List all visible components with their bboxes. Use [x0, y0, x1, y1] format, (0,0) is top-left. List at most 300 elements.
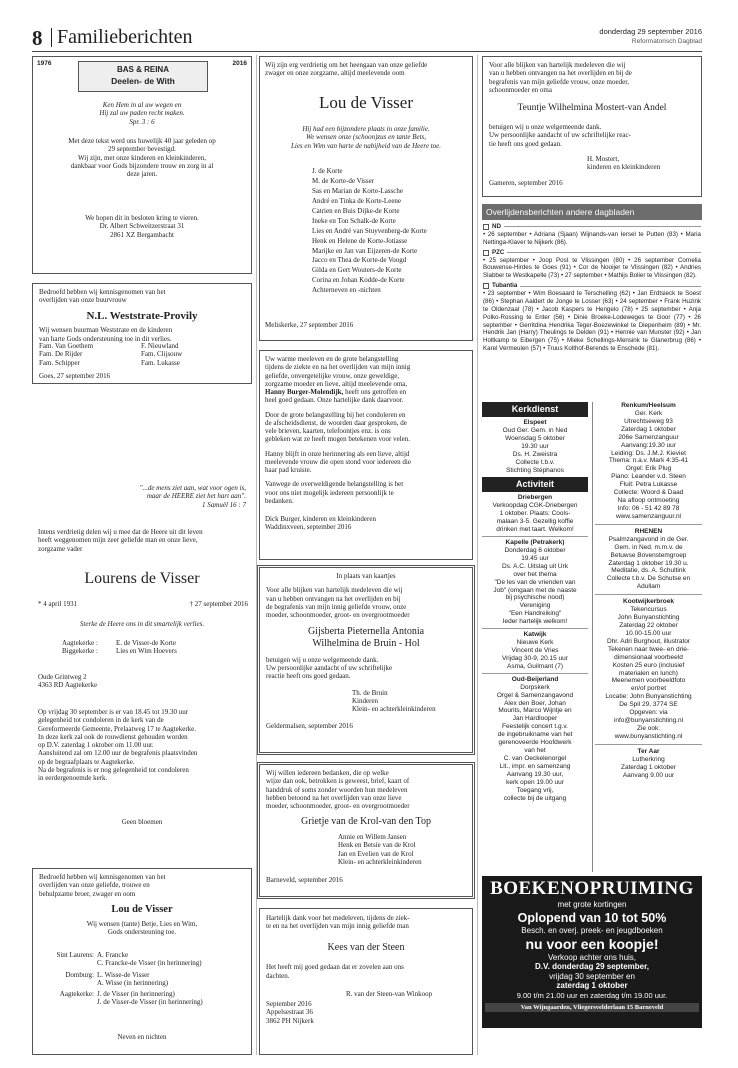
listing-line: Aanvang 9.00 uur: [622, 771, 675, 779]
sale-hours: 9.00 t/m 21.00 uur en zaterdag t/m 19.00 uur.: [516, 990, 668, 1000]
signature: R. van der Steen-van Winkoop: [346, 989, 433, 998]
listing-line: Zaterdag 1 oktober: [621, 425, 676, 433]
funeral-line: op de begraafplaats te Aagtekerke.: [38, 757, 135, 766]
family-row: [39, 990, 245, 1007]
invite-line: We hopen dit in besloten kring te vieren.: [85, 214, 199, 222]
sale-title: BOEKENOPRUIMING: [490, 878, 694, 899]
verse-line: Spr. 3 : 6: [129, 117, 155, 126]
church-column-right: [595, 402, 702, 872]
signature: [338, 833, 466, 866]
text-line: geliefde, onvergetelijke vrouw, onze geweldige,: [265, 371, 400, 380]
ad-condolence-weststrate: [32, 283, 252, 384]
name-line: Wilhelmina de Bruin - Hol: [312, 638, 420, 650]
body-line: van u hebben ontvangen na het overlijden en bij: [266, 594, 401, 603]
body-line: Voor alle blijken van hartelijk medeleven die wij: [266, 586, 403, 595]
names-right: [141, 342, 182, 367]
thanks-line: betuigen wij u onze welgemeende dank.: [266, 655, 379, 664]
sign-line: Th. de Bruin: [352, 688, 388, 697]
listing-line: 1 oktober. Plaats: Cools-: [499, 510, 571, 518]
listing-line: Vrijdag 30-9, 20.15 uur: [502, 654, 568, 662]
row-line: A. Francke: [97, 951, 129, 959]
death-list: • 23 september • Wim Boesaard te Terschelling (62) • Jan Erdtsieck te Soest (86) • Stephan Aaldert de Jonge te Losser (63) • 24 september • Frank Huzink te Oldenzaal (78) • Jacob Kaspers te Hengelo (78) • 25 september • Anja Polko-Rossing te Enter (56) • Dinie Broeke-Lodeweges te Goor (77) • 26 september • Gerritdina Hendrika Teger-Boezewinkel te Diepenheim (89) • Mr. Hendrik Jan (Harry) Theulings te Delden (91) • Hennie van Munster (92) • Jan Holtkamp te Eibergen (75) • Mieke Schellings-Mensink te Glanerbrug (86) • Karel Vermeulen (57) • Truus Kolthof-Berends te Enschede (81).: [483, 290, 701, 353]
ad-thanks-grietje: [257, 762, 475, 899]
listing-line: Betuwse Bovenstemgroep: [610, 551, 687, 559]
listing-line: Vincent de Vries: [511, 646, 559, 654]
sign-line: H. Mostert,: [587, 154, 620, 163]
intro-line: Bedroefd hebben wij kennisgenomen van het: [39, 288, 166, 296]
family-line: Lies en André van Stuyvenberg-de Korte: [312, 226, 427, 235]
listing-line: 10.00-15.00 uur: [625, 629, 672, 637]
p4: [265, 480, 467, 505]
listing-line: Aanvang 19.30 uur,: [506, 770, 564, 778]
death-list: • 26 september • Adriana (Sjaan) Wijnands-van Iersel te Putten (83) • Maria Nettinga-Klaver te Nijkerk (86).: [483, 230, 701, 246]
listing-lines: [595, 756, 702, 780]
text-line: haar pad kruiste.: [265, 466, 312, 474]
intro-line: Bedroefd hebben wij kennisgenomen van het: [39, 873, 166, 881]
header-rule: [32, 51, 702, 52]
name-line: Gijsberta Pieternella Antonia: [307, 626, 425, 638]
ad-death-lou-family: [259, 56, 473, 341]
footer: Neven en nichten: [117, 1033, 167, 1041]
anniversary-body: [33, 137, 251, 178]
intro: [39, 288, 245, 305]
listing-line: Tekenen naar twee- en drie-: [608, 645, 689, 653]
verse-line: Ken Hem in al uw wegen en: [102, 101, 182, 109]
flowers-note: Geen bloemen: [121, 818, 163, 826]
listing-line: over het thema: [513, 570, 557, 578]
couple-names: BAS & REINA: [116, 65, 169, 74]
listing-line: Asma, Guilmant (7): [507, 662, 563, 670]
couple-banner: [78, 61, 208, 92]
listing-lines: [482, 684, 588, 803]
paper-label: [483, 282, 701, 290]
funeral-line: In deze kerk zal ook de rouwdienst gehouden worden: [38, 732, 188, 741]
intro: [38, 528, 203, 553]
family-line: Sas en Marian de Korte-Lassche: [312, 186, 403, 195]
body-line: dankbaar voor Gods bijzondere trouw en zorg in al: [70, 161, 214, 170]
place-date: Gameren, september 2016: [489, 179, 563, 188]
thanks-line: Uw persoonlijke aandacht of uw schriftelijke: [266, 664, 393, 673]
deceased-name: Hanny Burger-Molendijk,: [265, 388, 344, 396]
listing-lines: [595, 536, 702, 591]
listing-place: Elspeet: [523, 418, 547, 426]
listing-line: Zaterdag 1 oktober 19.30 u.: [608, 559, 689, 567]
birth-date: * 4 april 1931: [38, 600, 78, 608]
listing-place: Katwijk: [523, 631, 547, 639]
deceased-name: Lourens de Visser: [84, 570, 200, 587]
text-line: heeft ons getroffen en: [345, 388, 407, 396]
listing-line: Dorpskerk: [520, 683, 550, 691]
place-date: Goes, 27 september 2016: [39, 372, 111, 380]
body-line: Wij willen iedereen bedanken, die op welke: [266, 769, 389, 777]
body-line: Wij zijn, met onze kinderen en kleinkinderen,: [77, 153, 206, 162]
listing-line: 19.30 uur: [521, 442, 549, 450]
verse-line: Lies en Wim van harte de nabijheid van de Heere toe.: [290, 141, 441, 150]
intro: [266, 914, 466, 931]
listing-place: Driebergen: [517, 494, 553, 502]
listing-line: Na afloop ontmoeting: [617, 497, 680, 505]
listing-line: Collecte t.b.v.: [515, 458, 555, 466]
divider: [482, 673, 588, 674]
listing-line: materialen en lunch): [619, 669, 678, 677]
verse-line: maar de HEERE ziet het hart aan".: [146, 492, 246, 501]
ad-anniversary-bas-reina: [32, 56, 252, 274]
body: [266, 963, 466, 980]
verse: [33, 101, 251, 126]
listing-line: Adullam: [636, 583, 661, 591]
deceased-name: [266, 626, 466, 650]
text-line: vele brieven, kaarten, telefoontjes enz. is ons: [265, 427, 391, 435]
thanks: [489, 123, 695, 148]
funeral-info: [38, 708, 197, 782]
year-left: 1976: [37, 60, 52, 67]
body-line: hebben betoond na het overlijden van onze lieve: [266, 793, 402, 802]
listing-line: Alex den Boer, Johan: [504, 699, 566, 707]
paper-label-text: Tubantia: [492, 282, 518, 290]
activiteit-header: Activiteit: [482, 477, 588, 492]
section-title: Overlijdensberichten andere dagbladen: [482, 204, 702, 220]
listing-line: Psalmzangavond in de Ger.: [608, 535, 689, 543]
listing-line: info@bunyanstichting.nl: [613, 717, 684, 725]
body: [39, 920, 245, 937]
row-line: L. Wisse-de Visser: [97, 970, 150, 979]
family-line: Ineke en Ton Schalk-de Korte: [312, 216, 396, 225]
sale-headline: Oplopend van 10 tot 50%: [517, 910, 667, 925]
ad-thanks-kees: [259, 908, 473, 1055]
column-rule: [256, 55, 257, 1055]
intro-line: heeft weggenomen mijn zeer geliefde man en onze lieve,: [38, 536, 198, 545]
row-line: A. Wisse (in herinnering): [97, 978, 169, 987]
listing-line: Info: 06 - 51 42 89 78: [617, 504, 680, 512]
sale-address: Van Wijngaarden, Vliegersvelderlaan 15 Barneveld: [485, 1003, 699, 1013]
funeral-line: Op vrijdag 30 september is er van 18.45 tot 19.30 uur: [38, 708, 189, 716]
listing-line: "De les van de vrienden van: [494, 578, 576, 586]
other-papers-deaths: [482, 204, 702, 392]
paper-label-text: PZC: [492, 248, 505, 256]
sign-line: Klein- en achterkleinkinderen: [352, 705, 436, 714]
body: [489, 61, 695, 94]
verse-line: Hij zal uw paden recht maken.: [99, 109, 185, 118]
family-line: Lies en Wim Hoevers: [116, 647, 177, 656]
listing-line: 19.45 uur: [521, 554, 549, 562]
body-line: Wij wensen buurman Weststrate en de kinderen: [39, 326, 173, 335]
body-line: Voor alle blijken van hartelijk medeleven die wij: [489, 61, 626, 69]
place-line: Biggekerke :: [62, 647, 98, 656]
sale-line: zaterdag 1 oktober: [556, 981, 628, 991]
name-line: Fam. Lukasse: [141, 358, 180, 367]
paper-label: [483, 249, 701, 257]
listing-line: Zaterdag 1 oktober: [621, 763, 676, 771]
listing-line: Orgel & Samenzangavond: [496, 691, 574, 699]
p3: [265, 450, 467, 475]
address-line: Dr. Albert Schweitzerstraat 31: [99, 222, 185, 231]
intro-line: zwager en onze zorgzame, altijd meelevende oom: [265, 69, 405, 78]
text-line: voor ons niet mogelijk iedereen persoonlijk te: [265, 488, 394, 497]
intro-line: behulpzame broer, zwager en oom: [39, 889, 136, 898]
body: [266, 769, 466, 810]
divider: [595, 594, 702, 595]
listing-lines: [482, 427, 588, 475]
family-row: [39, 951, 245, 968]
body-line: handdruk of soms zonder woorden hun medeleven: [266, 785, 408, 794]
funeral-line: Aansluitend zal om 12.00 uur de begrafenis plaatsvinden: [38, 749, 198, 758]
address-line: 4363 RD Aagtekerke: [38, 681, 98, 690]
verse-line: We wensen onze (schoon)zus en tante Bets,: [305, 133, 427, 142]
listing-line: Tekencursus: [630, 606, 667, 614]
name-line: Fam. De Rijder: [39, 350, 83, 359]
p2: [265, 411, 467, 444]
row-place: Domburg:: [65, 970, 94, 979]
listing-line: en/of portret: [630, 685, 667, 693]
body-line: wijze dan ook, betrokken is geweest, brief, kaart of: [266, 777, 410, 786]
body-line: dachten.: [266, 971, 290, 980]
listing-lines: [482, 547, 588, 626]
listing-line: Mourits, Marco Wijntje en: [498, 707, 572, 715]
body-line: moeder, schoonmoeder, groot- en overgrootmoeder: [266, 802, 410, 810]
row-names: [97, 990, 203, 1007]
listing-line: collecte bij de uitgang: [503, 794, 567, 802]
listing-line: Jan Hardlooper: [512, 715, 558, 723]
intro: [265, 61, 427, 78]
family-line: Marijke en Jan van Eijzeren-de Korte: [312, 246, 418, 255]
family-row: [39, 971, 245, 988]
listing-place: Kapelle (Petrakerk): [505, 539, 565, 546]
verse-line: 1 Samuël 16 : 7: [202, 500, 246, 509]
listing-line: 206e Samenzanguur: [618, 433, 679, 441]
body: [39, 326, 245, 343]
row-line: J. de Visser-de Visser (in herinnering): [97, 998, 203, 1007]
subtitle: Sterke de Heere ons in dit smartelijk verlies.: [79, 620, 205, 628]
listing-line: Kosten 25 euro (inclusief: [612, 661, 685, 669]
family-places: [62, 639, 98, 656]
intro-line: overlijden van onze geliefde, trouwe en: [39, 881, 150, 890]
year-right: 2016: [232, 60, 247, 67]
name-line: F. Nieuwland: [141, 342, 179, 350]
address-line: 3862 PH Nijkerk: [266, 1016, 314, 1025]
text-line: zorgzame moeder en lieve, altijd meelevende oma,: [265, 379, 408, 388]
listing-line: Nieuwe Kerk: [516, 639, 554, 647]
address-line: 2861 XZ Bergambacht: [109, 230, 175, 239]
name-line: Fam. Schipper: [39, 358, 80, 367]
sign-line: Jan en Evelien van de Krol: [338, 849, 414, 858]
listing-place: Oud-Beijerland: [511, 675, 559, 683]
ad-thanks-molendijk: [259, 350, 473, 560]
listing-line: kerk open 19.00 uur: [506, 778, 564, 786]
family-rows: [39, 951, 245, 1007]
listing-line: Ds. H. Zweistra: [512, 450, 558, 458]
ad-title: In plaats van kaartjes: [336, 572, 396, 580]
listing-line: Feestelijk concert t.g.v.: [502, 723, 568, 731]
listing-line: Lit., impr. en samenzang: [499, 762, 571, 770]
family-names: [312, 167, 427, 296]
row-line: J. de Visser (in herinnering): [97, 990, 175, 998]
sign-line: Waddinxveen, september 2016: [265, 523, 352, 532]
listing-line: John Bunyanstichting: [617, 614, 680, 622]
body-line: begrafenis van mijn geliefde vrouw, onze moeder,: [489, 77, 629, 86]
listing-line: Zie ook:: [636, 724, 661, 732]
listing-line: Ieder hartelijk welkom!: [502, 618, 568, 626]
listing-line: Orgel: Erik Plug: [625, 465, 672, 473]
church-divider: [592, 402, 593, 872]
row-names: [97, 951, 202, 968]
listing-line: Zaterdag 22 oktober: [619, 621, 678, 629]
funeral-line: Na de begrafenis is er nog gelegenheid tot condoleren: [38, 765, 189, 774]
intro-line: overlijden van onze buurvrouw: [39, 296, 127, 305]
section-title: Familieberichten: [57, 26, 193, 48]
listing-line: Oud Ger. Gem. in Ned: [502, 426, 568, 434]
ad-death-lourens: [32, 478, 252, 830]
text-line: meelevende vrouw die open stond voor iedereen die: [265, 457, 411, 466]
body-line: Met deze tekst werd ons huwelijk 40 jaar geleden op: [68, 137, 216, 145]
listing-line: gerenoveerde Hoofdwerk: [498, 739, 572, 747]
text-line: Vanwege de overweldigende belangstelling is het: [265, 480, 404, 489]
deceased-name: Kees van der Steen: [327, 941, 405, 953]
address-line: Oude Grintweg 2: [38, 673, 87, 681]
body: [266, 586, 466, 619]
family-line: Catrien en Buis Dijke-de Korte: [312, 206, 400, 215]
thanks-line: reactie heeft ons goed gedaan.: [266, 672, 351, 681]
row-line: C. Francke-de Visser (in herinnering): [97, 959, 202, 968]
family-line: Gilda en Gert Wouters-de Korte: [312, 266, 402, 275]
listing-line: Meenemen voorbeeldfoto: [611, 677, 686, 685]
listing-line: C. van Oeckelenorgel: [503, 754, 567, 762]
listing-line: "Een Handreiking": [508, 610, 562, 618]
death-section-nd: [482, 223, 702, 353]
sale-line: D.V. donderdag 29 september,: [535, 962, 649, 972]
address: [266, 1000, 466, 1025]
page-header: [32, 24, 702, 50]
text-line: Uw warme meeleven en de grote belangstelling: [265, 355, 399, 363]
family-line: J. de Korte: [312, 167, 343, 175]
intro-line: Hartelijk dank voor het medeleven, tijdens de ziek-: [266, 914, 410, 922]
listing-line: Donderdag 6 oktober: [504, 546, 566, 554]
place-line: Aagtekerke :: [62, 639, 98, 647]
sale-line: vrijdag 30 september en: [549, 971, 635, 981]
intro-line: zorgzame vader: [38, 544, 83, 553]
body-line: van u hebben ontvangen na het overlijden en bij de: [489, 69, 632, 78]
signature: [265, 515, 467, 532]
verse-line: "...de mens ziet aan, wat voor ogen is,: [139, 484, 246, 492]
listing-line: Piano: Leander v.d. Steen: [611, 473, 686, 481]
funeral-line: Gereformeerde Gemeente, Prelaatweg 17 te Aagtekerke.: [38, 724, 197, 733]
deceased-name: Grietje van de Krol-van den Top: [301, 816, 431, 828]
text-line: gebleken wat ze heeft mogen betekenen voor velen.: [265, 435, 410, 444]
verse: [260, 125, 472, 150]
listing-line: malaan 3-5. Gezellig koffie: [496, 518, 574, 526]
listing-line: Meditatie, ds. A. Schultink: [611, 567, 686, 575]
family-line: E. de Visser-de Korte: [116, 639, 176, 647]
listing-place: Renkum/Heelsum: [621, 402, 676, 409]
sign-line: Kinderen: [352, 696, 379, 705]
row-names: [97, 971, 168, 988]
family-names: [116, 639, 177, 656]
verse-line: Hij had een bijzondere plaats in onze familie.: [302, 125, 430, 133]
family-line: Henk en Helene de Korte-Jotiasse: [312, 236, 408, 245]
body-line: de begrafenis van mijn innig geliefde vrouw, onze: [266, 602, 407, 611]
sale-categories: Besch. en overj. preek- en jeugdboeken: [521, 925, 663, 935]
deceased-name: N.L. Weststrate-Provily: [86, 309, 198, 322]
listing-line: Locatie: John Bunyanstichting: [605, 693, 692, 701]
sign-line: Klein- en achterkleinkinderen: [338, 857, 422, 866]
text-line: heel goed gedaan. Onze hartelijke dank daarvoor.: [265, 396, 404, 405]
intro-line: Wij zijn erg verdrietig om het heengaan van onze geliefde: [265, 61, 428, 69]
listing-line: bij psychische nood): [505, 594, 565, 602]
funeral-line: op D.V. zaterdag 1 oktober om 11.00 uur.: [38, 741, 154, 749]
name-line: Fam. Clijsouw: [141, 350, 183, 359]
names-left: [39, 342, 93, 367]
sign-line: kinderen en kleinkinderen: [587, 163, 661, 172]
family-line: Achterneven en -nichten: [312, 286, 381, 295]
listing-line: Fluit: Petra Lukasse: [619, 481, 678, 489]
listing-place: RHENEN: [634, 527, 663, 535]
body-line: Gods ondersteuning toe.: [107, 928, 177, 937]
death-list: • 25 september • Joop Post te Vlissingen (80) • 26 september Cornelia Bouwense-Hirdes te Goes (91) • Cor de Nooijer te Vlissingen (82) • Andries Slabber te Westkapelle (73) • 27 september • Mathijs Bolier te Vlissingen (82).: [483, 256, 701, 280]
listing-line: de ingebruikname van het: [497, 731, 573, 739]
ad-condolence-lou: [32, 868, 252, 1055]
thanks-line: betuigen wij u onze welgemeende dank.: [489, 123, 602, 132]
header-paper: Reformatorisch Dagblad: [631, 38, 702, 45]
row-place: Aagtekerke:: [59, 990, 94, 998]
listing-line: www.samenzanguur.nl: [615, 512, 682, 520]
body-line: van harte Gods ondersteuning toe in dit verlies.: [39, 334, 172, 343]
signature: [587, 155, 695, 172]
listing-line: Stichting Stéphanos: [506, 466, 564, 474]
body-line: 29 september bevestigd.: [108, 145, 176, 154]
sign-line: Henk en Betsie van de Krol: [338, 841, 416, 850]
intro-line: Intens verdrietig delen wij u mee dat de Heere uit dit leven: [38, 528, 203, 536]
listing-line: Leiding: Ds. J.M.J. Kieviet: [611, 449, 686, 457]
intro-line: te en na het overlijden van mijn innig geliefde man: [266, 922, 409, 931]
deceased-name: Lou de Visser: [318, 93, 414, 112]
body-line: moeder, schoonmoeder, groot- en overgrootmoeder: [266, 611, 410, 619]
funeral-line: gelegenheid tot condoleren in de kerk van de: [38, 716, 164, 725]
thanks-line: Uw persoonlijke aandacht of uw schriftelijke reac-: [489, 131, 631, 140]
listing-place: Kootwijkerbroek: [623, 598, 674, 606]
divider: [595, 524, 702, 525]
family-line: M. de Korte-de Visser: [312, 176, 375, 185]
listing-line: drinken met taart. Welkom!: [496, 526, 574, 534]
listing-line: van het: [524, 747, 546, 755]
page-number: 8: [32, 26, 43, 50]
thanks: [266, 656, 466, 681]
divider: [482, 536, 588, 537]
listing-line: Ger. Kerk: [634, 409, 663, 417]
place-date: Meliskerke, 27 september 2016: [265, 321, 354, 329]
funeral-line: in eerdergenoemde kerk.: [38, 774, 108, 782]
listing-lines: [595, 410, 702, 521]
listing-line: Job" (omgaan met de naaste: [493, 586, 577, 594]
text-line: Hanny blijft in onze herinnering als een lieve, altijd: [265, 449, 410, 458]
listing-line: Ds. A.C. Uitslag uit Urk: [501, 562, 569, 570]
deceased-name: Teuntje Wilhelmina Mostert-van Andel: [517, 103, 667, 113]
ad-book-sale: [482, 876, 702, 1028]
listing-line: Toegang vrij,: [516, 786, 554, 794]
name-line: Fam. Van Goethem: [39, 342, 94, 350]
family-line: Jacco en Thea de Korte-de Voogd: [312, 256, 407, 265]
ad-thanks-teuntje: [482, 56, 702, 197]
sale-cta: nu voor een koopje!: [525, 936, 659, 953]
listing-line: Verkoopdag CGK-Driebergen: [492, 502, 578, 510]
address-line: Appelsestraat 36: [266, 1008, 313, 1017]
listing-line: De Spil 29, 3774 SE: [619, 701, 678, 709]
listing-lines: [482, 502, 588, 534]
paper-label-text: ND: [492, 223, 501, 230]
couple-surname: Deelen- de With: [111, 76, 175, 87]
place-date: Barneveld, september 2016: [266, 876, 343, 885]
sign-line: Annie en Willem Jansen: [338, 833, 407, 842]
listing-lines: [482, 639, 588, 671]
anniversary-invite: [33, 214, 251, 239]
